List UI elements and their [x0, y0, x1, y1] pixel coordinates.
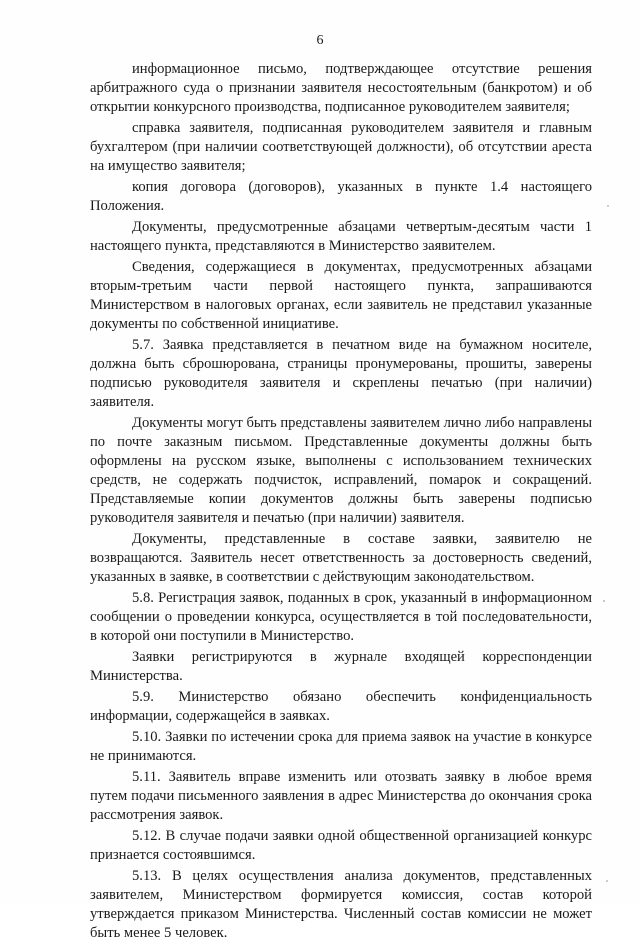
page-number: 6 — [316, 33, 324, 48]
document-body — [90, 60, 592, 945]
paragraph: 5.13. В целях осуществления анализа документов, представленных заявителем, Министерством формируется комиссия, состав которой утверждается приказом Министерства. Численный состав комиссии не может быть менее 5 человек. — [90, 868, 592, 941]
paragraph: копия договора (договоров), указанных в пункте 1.4 настоящего Положения. — [90, 179, 592, 214]
paragraph: 5.10. Заявки по истечении срока для приема заявок на участие в конкурсе не принимаются. — [90, 729, 592, 764]
paragraph: Сведения, содержащиеся в документах, предусмотренных абзацами вторым-третьим части первой настоящего пункта, запрашиваются Министерством в налоговых органах, если заявитель не представил указанные документы по собственной инициативе. — [90, 259, 592, 332]
scan-speck — [606, 880, 608, 882]
paragraph: информационное письмо, подтверждающее отсутствие решения арбитражного суда о признании заявителя несостоятельным (банкротом) и об открытии конкурсного производства, подписанное руководителем заявителя; — [90, 61, 592, 115]
paragraph: справка заявителя, подписанная руководителем заявителя и главным бухгалтером (при наличии соответствующей должности), об отсутствии ареста на имущество заявителя; — [90, 120, 592, 174]
paragraph: Заявки регистрируются в журнале входящей корреспонденции Министерства. — [90, 649, 592, 684]
scan-speck — [603, 600, 605, 602]
paragraph: Документы, представленные в составе заявки, заявителю не возвращаются. Заявитель несет ответственность за достоверность сведений, указанных в заявке, в соответствии с действующим законодательством. — [90, 531, 592, 585]
paragraph: 5.11. Заявитель вправе изменить или отозвать заявку в любое время путем подачи письменного заявления в адрес Министерства до окончания срока рассмотрения заявок. — [90, 769, 592, 823]
paragraph: 5.12. В случае подачи заявки одной общественной организацией конкурс признается состоявшимся. — [90, 828, 592, 863]
paragraph: 5.9. Министерство обязано обеспечить конфиденциальность информации, содержащейся в заявках. — [90, 689, 592, 724]
paragraph: Документы могут быть представлены заявителем лично либо направлены по почте заказным письмом. Представленные документы должны быть оформлены на русском языке, выполнены с использованием технических средств, не содержать подчисток, исправлений, помарок и сокращений. Представляемые копии документов должны быть заверены подписью руководителя заявителя и печатью (при наличии) заявителя. — [90, 415, 592, 526]
paragraph: Документы, предусмотренные абзацами четвертым-десятым части 1 настоящего пункта, представляются в Министерство заявителем. — [90, 219, 592, 254]
paragraph: 5.7. Заявка представляется в печатном виде на бумажном носителе, должна быть сброшюрована, страницы пронумерованы, прошиты, заверены подписью руководителя заявителя и скреплены печатью (при наличии) заявителя. — [90, 337, 592, 410]
scan-speck — [607, 205, 609, 207]
paragraph: 5.8. Регистрация заявок, поданных в срок, указанный в информационном сообщении о проведении конкурса, осуществляется в той последовательности, в которой они поступили в Министерство. — [90, 590, 592, 644]
